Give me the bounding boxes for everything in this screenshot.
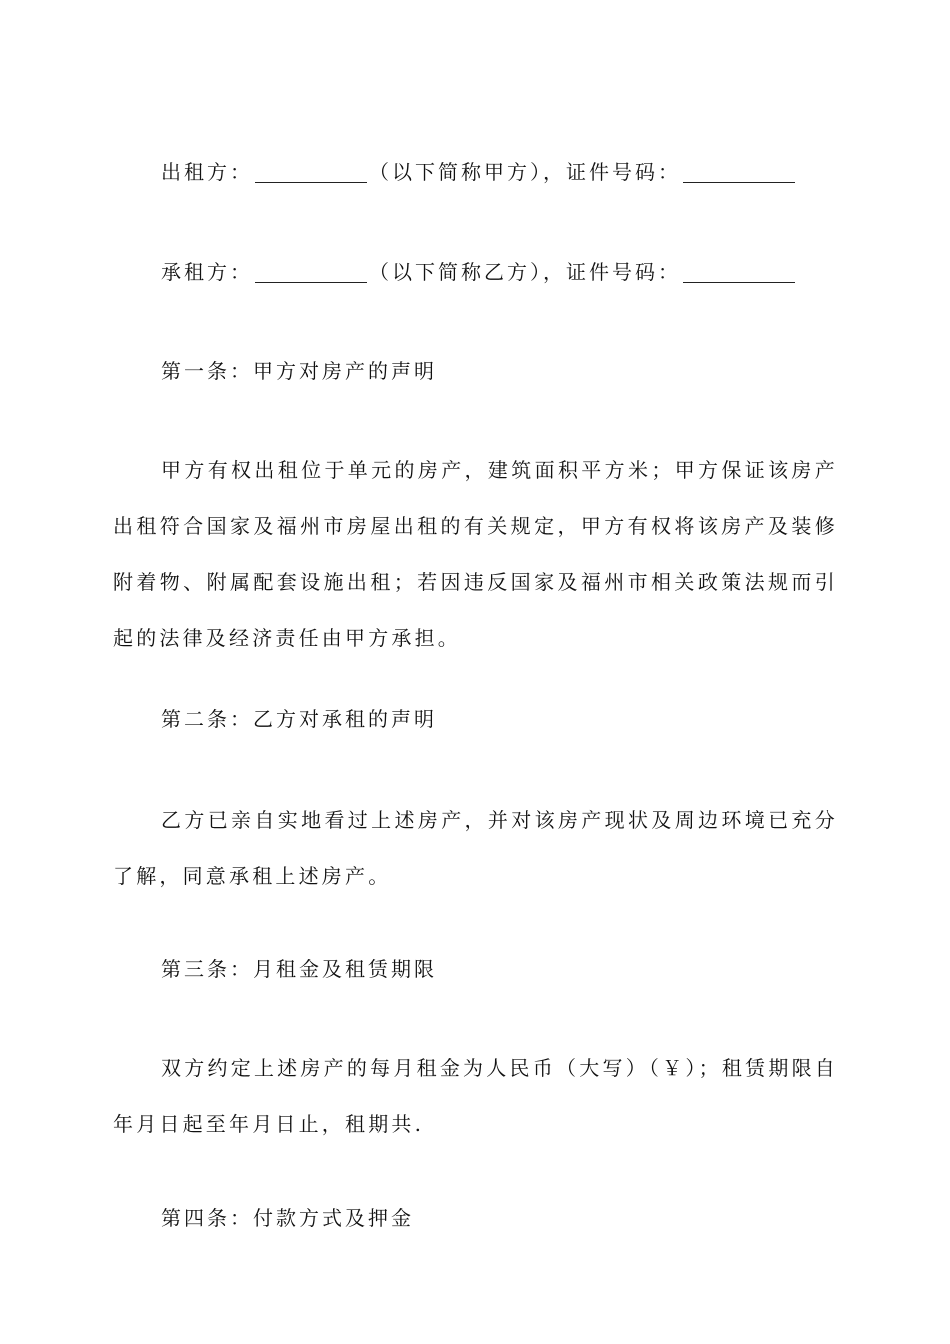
lessee-line <box>161 251 886 293</box>
lessee-middle-text: （以下简称乙方），证件号码： <box>369 260 681 284</box>
article1-heading: 第一条：甲方对房产的声明 <box>161 359 437 383</box>
lessee-id-blank <box>683 260 795 283</box>
article1-body: 甲方有权出租位于单元的房产，建筑面积平方米；甲方保证该房产出租符合国家及福州市房屋出租的有关规定，甲方有权将该房产及装修附着物、附属配套设施出租；若因违反国家及福州市相关政策法规而引起的法律及经济责任由甲方承担。 <box>113 458 838 650</box>
lessor-middle-text: （以下简称甲方），证件号码： <box>369 160 681 184</box>
article3-heading: 第三条：月租金及租赁期限 <box>161 957 437 981</box>
article2-body: 乙方已亲自实地看过上述房产，并对该房产现状及周边环境已充分了解，同意承租上述房产。 <box>113 808 838 888</box>
lessor-label: 出租方： <box>161 160 253 184</box>
lessee-name-blank <box>255 260 367 283</box>
lessor-id-blank <box>683 160 795 183</box>
lessor-line <box>161 151 886 193</box>
article4-heading: 第四条：付款方式及押金 <box>161 1206 414 1230</box>
lessee-label: 承租方： <box>161 260 253 284</box>
lessor-name-blank <box>255 160 367 183</box>
article2-heading: 第二条：乙方对承租的声明 <box>161 707 437 731</box>
article3-body: 双方约定上述房产的每月租金为人民币（大写）（￥）；租赁期限自年月日起至年月日止，租期共. <box>113 1056 838 1136</box>
